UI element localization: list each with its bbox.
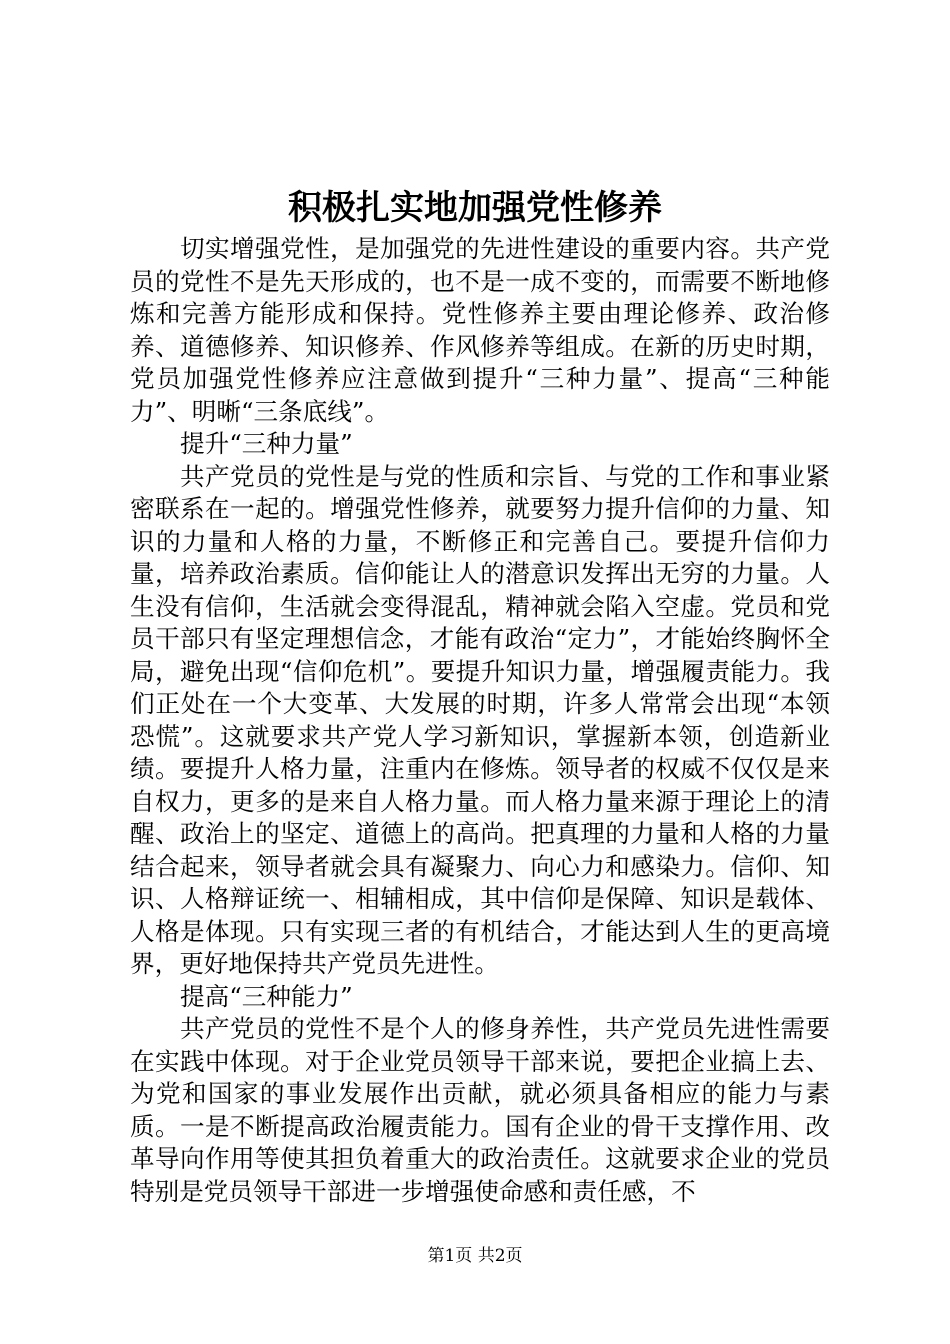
section-heading-forces: 提升“三种力量” [180,429,353,458]
paragraph-intro: 切实增强党性，是加强党的先进性建设的重要内容。共产党员的党性不是先天形成的，也不是一成不变的，而需要不断地修炼和完善方能形成和保持。党性修养主要由理论修养、政治修养、道德修养、知识修养、作风修养等组成。在新的历史时期，党员加强党性修养应注意做到提升“三种力量”、提高“三种能力”、明晰“三条底线”。 [130,234,830,426]
paragraph-forces: 共产党员的党性是与党的性质和宗旨、与党的工作和事业紧密联系在一起的。增强党性修养，就要努力提升信仰的力量、知识的力量和人格的力量，不断修正和完善自己。要提升信仰力量，培养政治素质。信仰能让人的潜意识发挥出无穷的力量。人生没有信仰，生活就会变得混乱，精神就会陷入空虚。党员和党员干部只有坚定理想信念，才能有政治“定力”，才能始终胸怀全局，避免出现“信仰危机”。要提升知识力量，增强履责能力。我们正处在一个大变革、大发展的时期，许多人常常会出现“本领恐慌”。这就要求共产党人学习新知识，掌握新本领，创造新业绩。要提升人格力量，注重内在修炼。领导者的权威不仅仅是来自权力，更多的是来自人格力量。而人格力量来源于理论上的清醒、政治上的坚定、道德上的高尚。把真理的力量和人格的力量结合起来，领导者就会具有凝聚力、向心力和感染力。信仰、知识、人格辩证统一、相辅相成，其中信仰是保障、知识是载体、人格是体现。只有实现三者的有机结合，才能达到人生的更高境界，更好地保持共产党员先进性。 [130,461,830,978]
paragraph-abilities: 共产党员的党性不是个人的修身养性，共产党员先进性需要在实践中体现。对于企业党员领导干部来说，要把企业搞上去、为党和国家的事业发展作出贡献，就必须具备相应的能力与素质。一是不断提高政治履责能力。国有企业的骨干支撑作用、改革导向作用等使其担负着重大的政治责任。这就要求企业的党员特别是党员领导干部进一步增强使命感和责任感，不 [130,1014,830,1206]
document-title: 积极扎实地加强党性修养 [288,188,662,228]
document-body [130,233,830,1208]
section-heading-abilities: 提高“三种能力” [180,981,353,1011]
page-footer: 第1页 共2页 [427,1246,523,1266]
